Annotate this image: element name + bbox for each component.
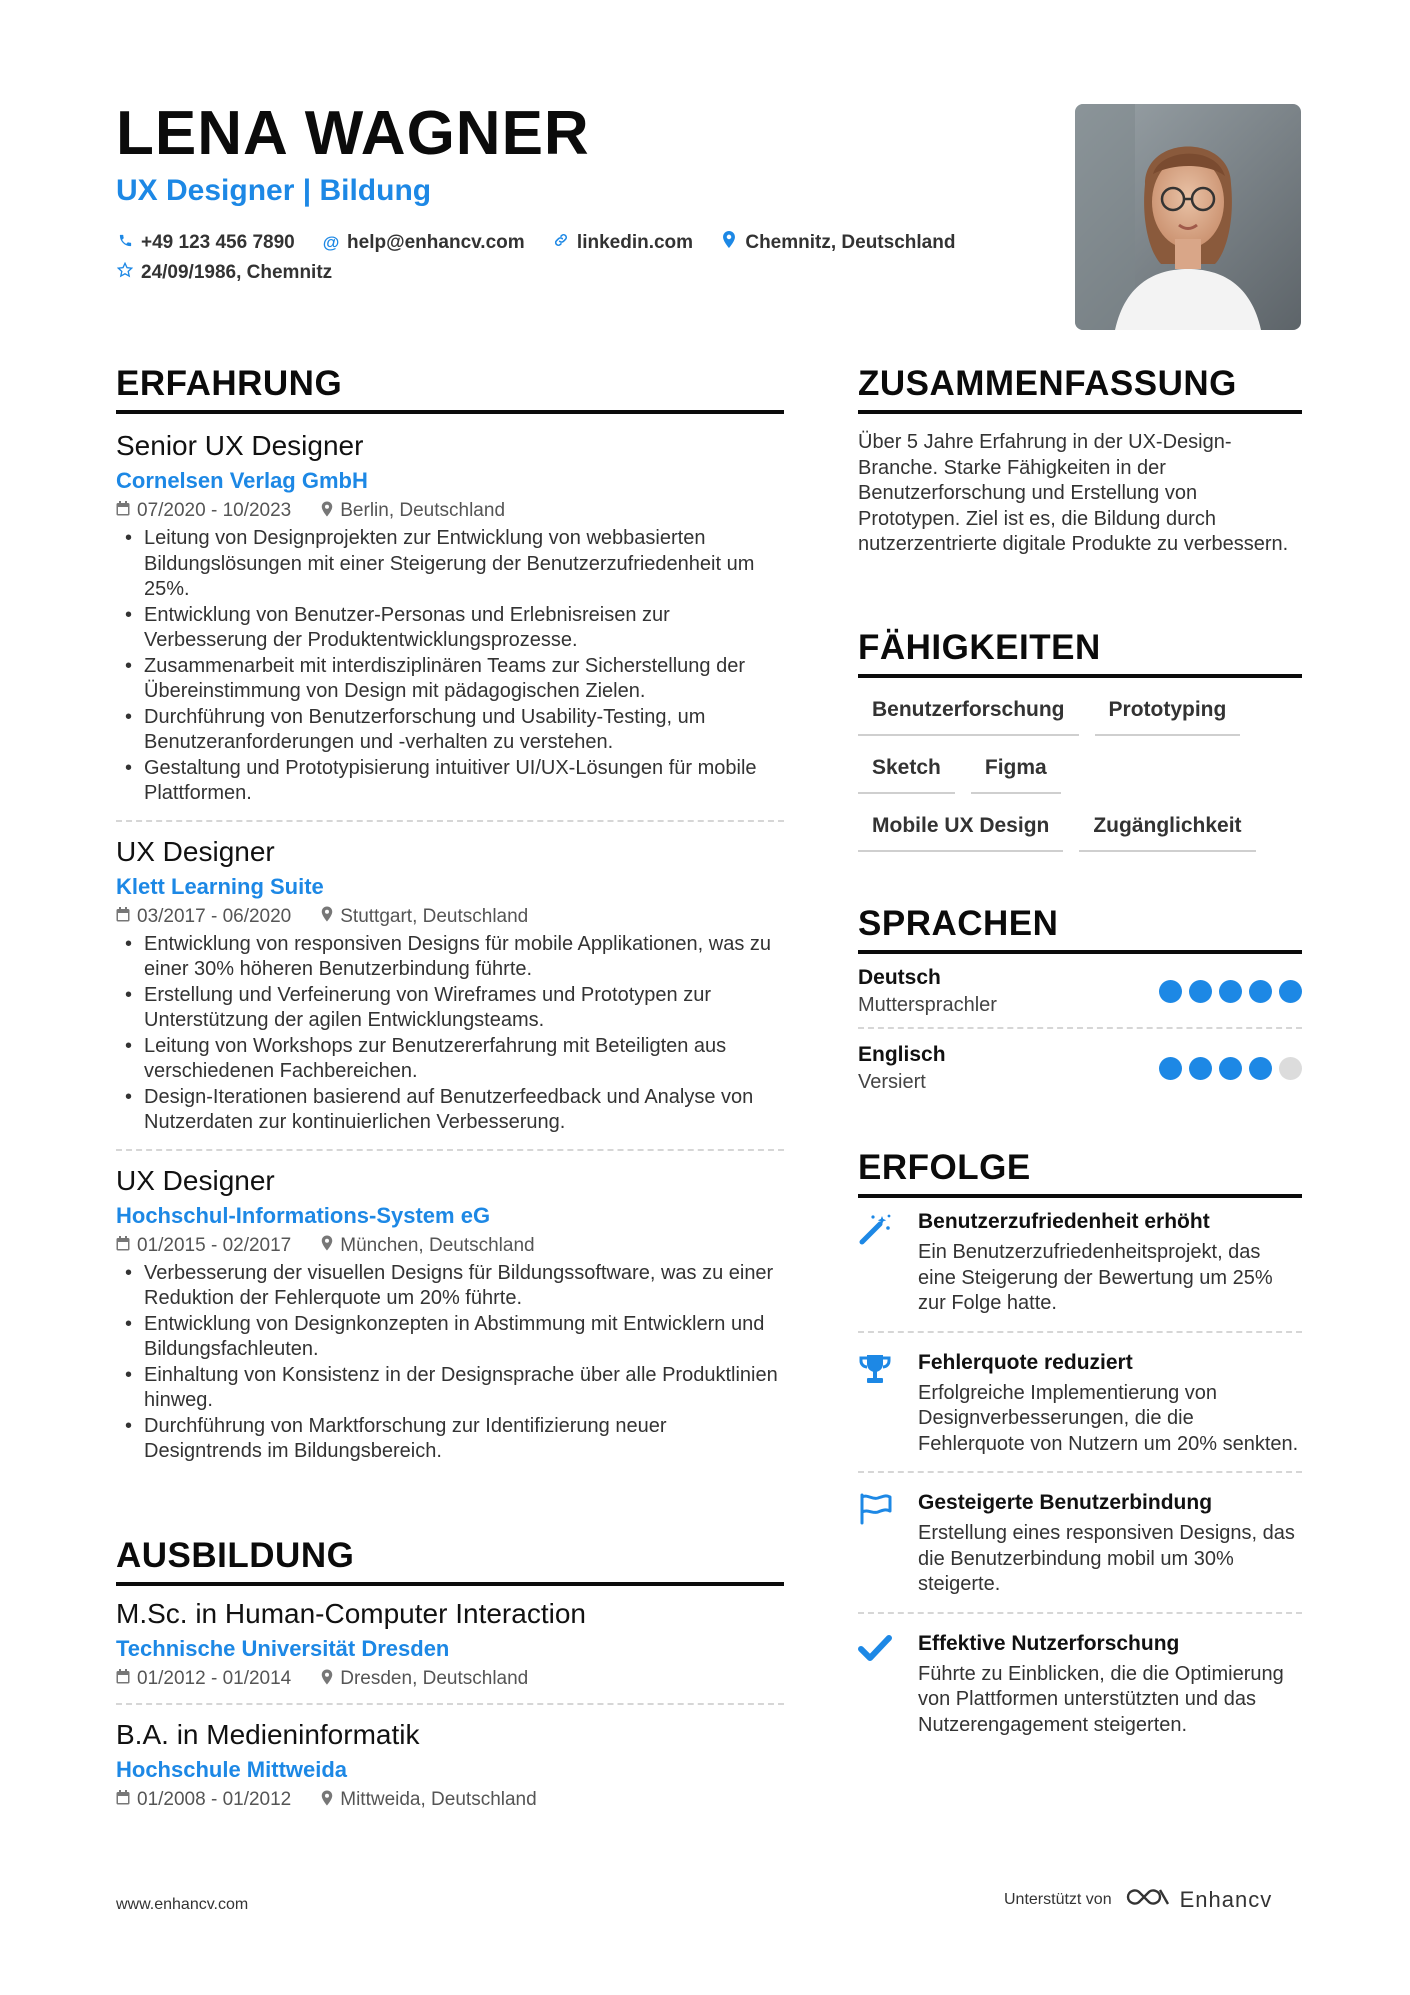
education-list — [116, 1598, 784, 1811]
bullet-item: • Design-Iterationen basierend auf Benutzerfeedback und Analyse von Nutzerdaten zur kontinuierlichen Verbesserung. — [116, 1085, 784, 1136]
achievements-list — [858, 1210, 1302, 1738]
rating-dot-filled — [1189, 1057, 1212, 1080]
rating-dot-filled — [1219, 1057, 1242, 1080]
experience-entry — [116, 836, 784, 1151]
phone-icon — [116, 228, 134, 258]
job-dates: 07/2020 - 10/2023 — [137, 500, 292, 521]
entry-divider — [858, 1331, 1302, 1333]
education-entry — [116, 1598, 784, 1705]
skill-tag: Benutzerforschung — [858, 698, 1079, 736]
contact-location — [720, 228, 955, 258]
entry-divider — [858, 1471, 1302, 1473]
entry-divider — [858, 1612, 1302, 1614]
achievement-desc: Führte zu Einblicken, die die Optimierung von Plattformen unterstützten und das Nutzerengagement steigerten. — [918, 1662, 1284, 1736]
location-pin-icon — [321, 1235, 333, 1256]
entry-divider — [116, 1703, 784, 1705]
education-entry — [116, 1719, 784, 1811]
job-title: UX Designer — [116, 835, 275, 867]
flag-icon — [858, 1491, 918, 1598]
skill-tag: Figma — [971, 756, 1061, 794]
location-pin-icon — [321, 501, 333, 522]
section-title-skills: FÄHIGKEITEN — [858, 628, 1101, 667]
job-meta — [116, 1235, 784, 1257]
experience-entry — [116, 430, 784, 822]
calendar-icon — [116, 1236, 130, 1256]
job-title: UX Designer — [116, 1164, 275, 1196]
section-rule-languages — [858, 950, 1302, 954]
company-name[interactable]: Hochschul-Informations-System eG — [116, 1202, 491, 1228]
job-dates: 01/2015 - 02/2017 — [137, 1234, 292, 1256]
section-rule-achievements — [858, 1194, 1302, 1198]
rating-dot-filled — [1189, 980, 1212, 1003]
candidate-headline: UX Designer | Bildung — [116, 174, 432, 207]
contact-email[interactable] — [322, 228, 525, 258]
section-rule-experience — [116, 410, 784, 414]
brand-name: Enhancv — [1179, 1886, 1273, 1912]
skills-row — [858, 756, 1318, 794]
education-dates: 01/2008 - 01/2012 — [137, 1789, 292, 1810]
achievement-desc: Erstellung eines responsiven Designs, das die Benutzerbindung mobil um 30% steigerte. — [918, 1522, 1295, 1595]
achievement-title: Fehlerquote reduziert — [918, 1350, 1133, 1374]
section-title-experience: ERFAHRUNG — [116, 364, 343, 403]
education-location: Mittweida, Deutschland — [340, 1789, 537, 1810]
bullet-item: • Entwicklung von Benutzer-Personas und Erlebnisreisen zur Verbesserung der Produktentwicklungsprozesse. — [116, 603, 784, 654]
language-level: Muttersprachler — [858, 994, 997, 1016]
job-location: Berlin, Deutschland — [340, 500, 506, 521]
school-name[interactable]: Technische Universität Dresden — [116, 1636, 450, 1661]
skills-list — [858, 698, 1318, 872]
job-bullets — [116, 526, 784, 807]
skills-row — [858, 814, 1318, 852]
bullet-item: • Entwicklung von responsiven Designs für mobile Applikationen, was zu einer 30% höheren Benutzerbindung führte. — [116, 932, 784, 983]
job-title: Senior UX Designer — [116, 430, 364, 461]
language-level: Versiert — [858, 1071, 926, 1093]
star-icon — [116, 258, 134, 288]
footer-website[interactable]: www.enhancv.com — [116, 1896, 249, 1913]
footer-branding[interactable] — [1004, 1884, 1272, 1915]
link-icon — [552, 228, 570, 258]
achievement-item — [858, 1491, 1302, 1598]
section-rule-education — [116, 1582, 784, 1586]
job-bullets — [116, 932, 784, 1136]
section-title-achievements: ERFOLGE — [858, 1148, 1031, 1187]
school-name[interactable]: Hochschule Mittweida — [116, 1757, 348, 1782]
email-text: help@enhancv.com — [347, 232, 525, 253]
bullet-item: • Entwicklung von Designkonzepten in Abstimmung mit Entwicklern und Bildungsfachleuten. — [116, 1312, 784, 1363]
language-name: Englisch — [858, 1043, 946, 1066]
achievement-desc: Ein Benutzerzufriedenheitsprojekt, das eine Steigerung der Bewertung um 25% zur Folge hatte. — [918, 1241, 1273, 1314]
entry-divider — [116, 1149, 784, 1151]
section-rule-summary — [858, 410, 1302, 414]
entry-divider — [858, 1027, 1302, 1029]
achievement-title: Effektive Nutzerforschung — [918, 1631, 1180, 1655]
rating-dot-filled — [1249, 980, 1272, 1003]
entry-divider — [116, 820, 784, 822]
achievement-item — [858, 1351, 1302, 1458]
section-title-summary: ZUSAMMENFASSUNG — [858, 364, 1237, 403]
location-pin-icon — [321, 1790, 333, 1811]
bullet-item: • Zusammenarbeit mit interdisziplinären Teams zur Sicherstellung der Übereinstimmung von Design mit pädagogischen Zielen. — [116, 654, 784, 705]
section-title-languages: SPRACHEN — [858, 904, 1059, 943]
job-location: Stuttgart, Deutschland — [340, 905, 529, 927]
contact-linkedin[interactable] — [552, 228, 693, 258]
calendar-icon — [116, 1669, 130, 1689]
location-pin-icon — [720, 228, 738, 258]
rating-dot-filled — [1159, 1057, 1182, 1080]
rating-dot-filled — [1219, 980, 1242, 1003]
location-pin-icon — [321, 906, 333, 927]
language-rating — [1152, 980, 1302, 1003]
job-meta — [116, 500, 784, 522]
language-item — [858, 966, 1302, 1017]
achievement-item — [858, 1632, 1302, 1739]
linkedin-text: linkedin.com — [576, 232, 694, 253]
summary-text: Über 5 Jahre Erfahrung in der UX-Design-Branche. Starke Fähigkeiten in der Benutzerforschung und Erstellung von Prototypen. Ziel ist es, die Bildung durch nutzerzentrierte digitale Produkte zu verbessern. — [858, 431, 1289, 555]
achievement-desc: Erfolgreiche Implementierung von Designverbesserungen, die die Fehlerquote von Nutzern um 20% senkten. — [918, 1381, 1299, 1455]
contact-list — [116, 228, 1046, 288]
birth-text: 24/09/1986, Chemnitz — [141, 262, 333, 283]
magic-wand-icon — [858, 1210, 918, 1317]
company-name[interactable]: Klett Learning Suite — [116, 873, 324, 899]
at-sign-icon: @ — [322, 233, 340, 252]
experience-list — [116, 430, 784, 1465]
language-name: Deutsch — [858, 966, 941, 989]
location-text: Chemnitz, Deutschland — [745, 232, 956, 253]
checkmark-icon — [858, 1632, 918, 1739]
rating-dot-empty — [1279, 1057, 1302, 1080]
powered-by-text: Unterstützt von — [1004, 1890, 1112, 1908]
company-name[interactable]: Cornelsen Verlag GmbH — [116, 468, 368, 493]
job-location: München, Deutschland — [340, 1234, 535, 1256]
language-item — [858, 1043, 1302, 1094]
calendar-icon — [116, 1790, 130, 1810]
skills-row — [858, 698, 1318, 736]
candidate-name: LENA WAGNER — [116, 99, 590, 168]
job-dates: 03/2017 - 06/2020 — [137, 905, 292, 927]
trophy-icon — [858, 1351, 918, 1458]
education-meta — [116, 1668, 784, 1690]
language-rating — [1152, 1057, 1302, 1080]
profile-photo — [1075, 104, 1301, 330]
section-rule-skills — [858, 674, 1302, 678]
job-bullets — [116, 1261, 784, 1465]
rating-dot-filled — [1279, 980, 1302, 1003]
languages-list — [858, 966, 1302, 1094]
calendar-icon — [116, 907, 130, 927]
contact-phone[interactable] — [116, 228, 295, 258]
education-dates: 01/2012 - 01/2014 — [137, 1668, 292, 1689]
education-location: Dresden, Deutschland — [340, 1668, 529, 1689]
skill-tag: Zugänglichkeit — [1079, 814, 1255, 852]
calendar-icon — [116, 501, 130, 521]
achievement-item — [858, 1210, 1302, 1317]
degree-title: M.Sc. in Human-Computer Interaction — [116, 1598, 586, 1629]
location-pin-icon — [321, 1669, 333, 1690]
rating-dot-filled — [1159, 980, 1182, 1003]
skill-tag: Mobile UX Design — [858, 814, 1063, 852]
bullet-item: • Erstellung und Verfeinerung von Wireframes und Prototypen zur Unterstützung der agilen Entwicklungsteams. — [116, 983, 784, 1034]
education-meta — [116, 1789, 784, 1811]
job-meta — [116, 906, 784, 928]
degree-title: B.A. in Medieninformatik — [116, 1719, 420, 1750]
bullet-item: • Verbesserung der visuellen Designs für Bildungssoftware, was zu einer Reduktion der Fehlerquote um 20% führte. — [116, 1261, 784, 1312]
skill-tag: Prototyping — [1095, 698, 1241, 736]
achievement-title: Benutzerzufriedenheit erhöht — [918, 1210, 1210, 1233]
bullet-item: • Durchführung von Marktforschung zur Identifizierung neuer Designtrends im Bildungsbereich. — [116, 1414, 784, 1465]
bullet-item: • Durchführung von Benutzerforschung und Usability-Testing, um Benutzeranforderungen und -verhalten zu verstehen. — [116, 705, 784, 756]
bullet-item: • Einhaltung von Konsistenz in der Designsprache über alle Produktlinien hinweg. — [116, 1363, 784, 1414]
bullet-item: • Leitung von Designprojekten zur Entwicklung von webbasierten Bildungslösungen mit einer Steigerung der Benutzerzufriedenheit um 25%. — [116, 526, 784, 603]
skill-tag: Sketch — [858, 756, 955, 794]
experience-entry — [116, 1165, 784, 1465]
bullet-item: • Gestaltung und Prototypisierung intuitiver UI/UX-Lösungen für mobile Plattformen. — [116, 756, 784, 807]
phone-text: +49 123 456 7890 — [141, 232, 295, 253]
bullet-item: • Leitung von Workshops zur Benutzererfahrung mit Beteiligten aus verschiedenen Fachbereichen. — [116, 1034, 784, 1085]
contact-birth — [116, 258, 332, 288]
achievement-title: Gesteigerte Benutzerbindung — [918, 1491, 1213, 1514]
enhancv-logo-icon — [1124, 1884, 1172, 1915]
section-title-education: AUSBILDUNG — [116, 1536, 355, 1575]
rating-dot-filled — [1249, 1057, 1272, 1080]
